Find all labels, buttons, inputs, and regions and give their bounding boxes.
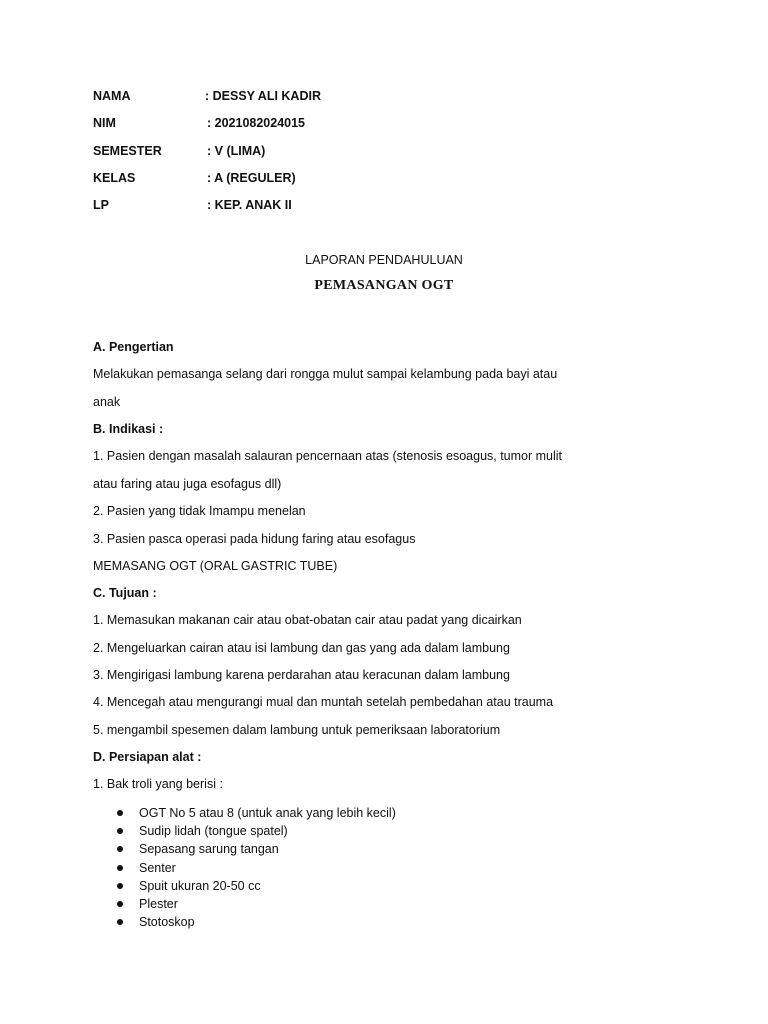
paragraph-line: MEMASANG OGT (ORAL GASTRIC TUBE) — [93, 559, 338, 573]
label-nama: NAMA — [93, 89, 131, 103]
paragraph-line: 5. mengambil spesemen dalam lambung untuk pemeriksaan laboratorium — [93, 723, 501, 737]
list-item — [93, 877, 396, 895]
list-item-text: Plester — [139, 896, 178, 911]
list-item — [93, 895, 396, 913]
bullet-icon — [117, 846, 123, 852]
list-item — [93, 804, 396, 822]
list-item-text: Sudip lidah (tongue spatel) — [139, 824, 288, 839]
value-semester: : V (LIMA) — [207, 144, 266, 158]
list-item-text: Senter — [139, 860, 176, 875]
list-item — [93, 840, 396, 858]
paragraph-line: anak — [93, 395, 121, 409]
value-nim: : 2021082024015 — [207, 116, 306, 130]
paragraph-line: 4. Mencegah atau mengurangi mual dan muntah setelah pembedahan atau trauma — [93, 695, 554, 709]
bullet-icon — [117, 901, 123, 907]
value-nama: : DESSY ALI KADIR — [205, 89, 321, 103]
list-item — [93, 822, 396, 840]
label-nim: NIM — [93, 116, 116, 130]
heading-tujuan: C. Tujuan : — [93, 586, 157, 600]
heading-indikasi: B. Indikasi : — [93, 422, 164, 436]
paragraph-line: 1. Memasukan makanan cair atau obat-obatan cair atau padat yang dicairkan — [93, 613, 522, 627]
label-kelas: KELAS — [93, 171, 136, 185]
paragraph-line: 2. Pasien yang tidak Imampu menelan — [93, 504, 306, 518]
list-item-text: OGT No 5 atau 8 (untuk anak yang lebih kecil) — [139, 806, 396, 820]
paragraph-line: 1. Pasien dengan masalah salauran pencernaan atas (stenosis esoagus, tumor mulit — [93, 449, 563, 463]
label-lp: LP — [93, 198, 109, 212]
bullet-icon — [117, 865, 123, 871]
heading-pengertian: A. Pengertian — [93, 340, 174, 354]
value-lp: : KEP. ANAK II — [207, 198, 292, 212]
paragraph-line: 3. Mengirigasi lambung karena perdarahan atau keracunan dalam lambung — [93, 668, 510, 682]
heading-persiapan: D. Persiapan alat : — [93, 750, 202, 764]
bullet-icon — [117, 883, 123, 889]
list-item-text: Sepasang sarung tangan — [139, 842, 279, 857]
label-semester: SEMESTER — [93, 144, 162, 158]
list-item-text: Stotoskop — [139, 915, 195, 930]
bullet-icon — [117, 919, 123, 925]
tool-list — [93, 804, 396, 931]
paragraph-line: 2. Mengeluarkan cairan atau isi lambung dan gas yang ada dalam lambung — [93, 641, 510, 655]
report-type: LAPORAN PENDAHULUAN — [305, 253, 463, 267]
page-title: PEMASANGAN OGT — [314, 278, 454, 293]
bullet-icon — [117, 828, 123, 834]
value-kelas: : A (REGULER) — [207, 171, 296, 185]
list-item — [93, 913, 396, 931]
paragraph-line: Melakukan pemasanga selang dari rongga mulut sampai kelambung pada bayi atau — [93, 367, 558, 381]
paragraph-line: atau faring atau juga esofagus dll) — [93, 477, 282, 491]
bullet-icon — [117, 810, 123, 816]
paragraph-line: 3. Pasien pasca operasi pada hidung faring atau esofagus — [93, 532, 416, 546]
paragraph-line: 1. Bak troli yang berisi : — [93, 777, 223, 791]
list-item — [93, 859, 396, 877]
list-item-text: Spuit ukuran 20-50 cc — [139, 878, 261, 893]
